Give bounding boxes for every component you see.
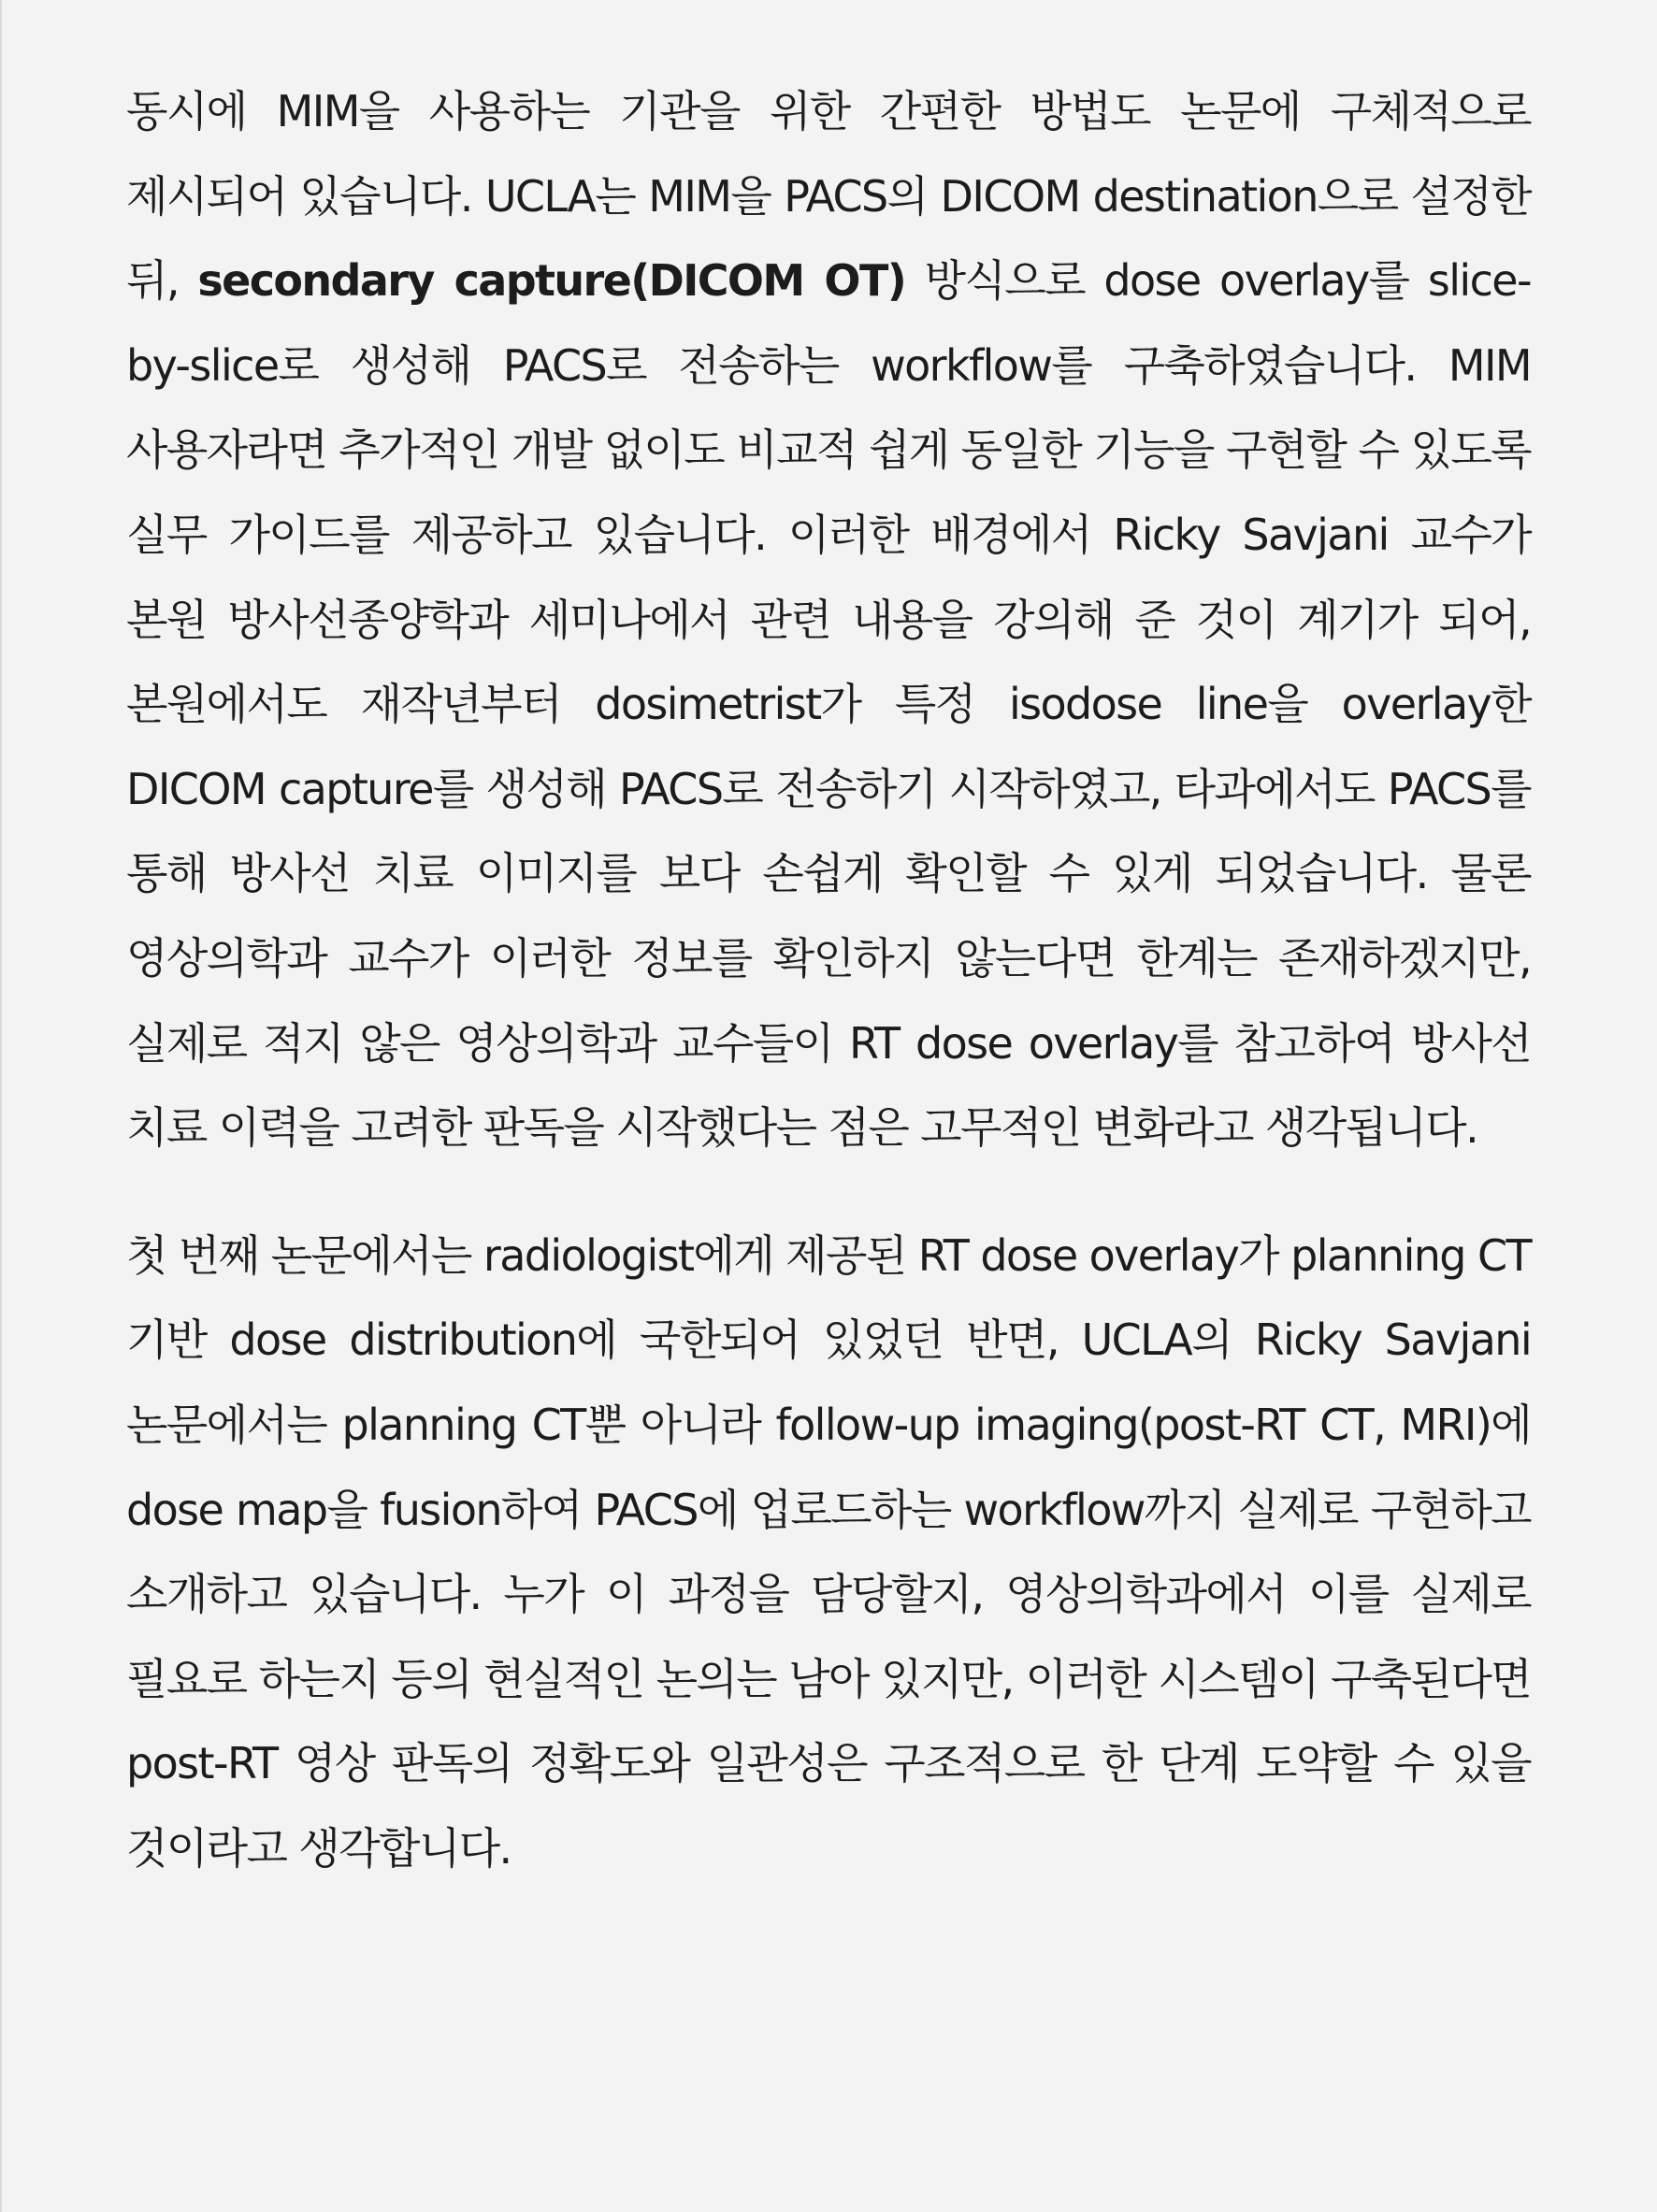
paragraph-follow-up-imaging: 첫 번째 논문에서는 radiologist에게 제공된 RT dose overlay가 planning CT 기반 dose distribution에 국한되어 있었던 반면, UCLA의 Ricky Savjani 논문에서는 planning CT뿐 아니라 follow-up imaging(post-RT CT, MRI)에 dose map을 fusion하여 PACS에 업로드하는 workflow까지 실제로 구현하고 소개하고 있습니다. 누가 이 과정을 담당할지, 영상의학과에서 이를 실제로 필요로 하는지 등의 현실적인 논의는 남아 있지만, 이러한 시스템이 구축된다면 post-RT 영상 판독의 정확도와 일관성은 구조적으로 한 단계 도약할 수 있을 것이라고 생각합니다.	[126, 1229, 1531, 1874]
article-body	[126, 69, 1531, 1890]
paragraph-mim-workflow	[126, 69, 1531, 1171]
page-left-edge	[0, 0, 2, 2212]
paragraph-1-text-start: 동시에 MIM을 사용하는 기관을 위한 간편한 방법도 논문에 구체적으로 제시되어 있습니다. UCLA는 MIM을 PACS의 DICOM destination으로 설정한 뒤,	[126, 86, 1531, 307]
paragraph-1-text-end: 방식으로 dose overlay를 slice-by-slice로 생성해 PACS로 전송하는 workflow를 구축하였습니다. MIM 사용자라면 추가적인 개발 없이도 비교적 쉽게 동일한 기능을 구현할 수 있도록 실무 가이드를 제공하고 있습니다. 이러한 배경에서 Ricky Savjani 교수가 본원 방사선종양학과 세미나에서 관련 내용을 강의해 준 것이 계기가 되어, 본원에서도 재작년부터 dosimetrist가 특정 isodose line을 overlay한 DICOM capture를 생성해 PACS로 전송하기 시작하였고, 타과에서도 PACS를 통해 방사선 치료 이미지를 보다 손쉽게 확인할 수 있게 되었습니다. 물론 영상의학과 교수가 이러한 정보를 확인하지 않는다면 한계는 존재하겠지만, 실제로 적지 않은 영상의학과 교수들이 RT dose overlay를 참고하여 방사선 치료 이력을 고려한 판독을 시작했다는 점은 고무적인 변화라고 생각됩니다.	[126, 255, 1531, 1154]
bold-phrase-secondary-capture: secondary capture(DICOM OT)	[197, 255, 906, 307]
